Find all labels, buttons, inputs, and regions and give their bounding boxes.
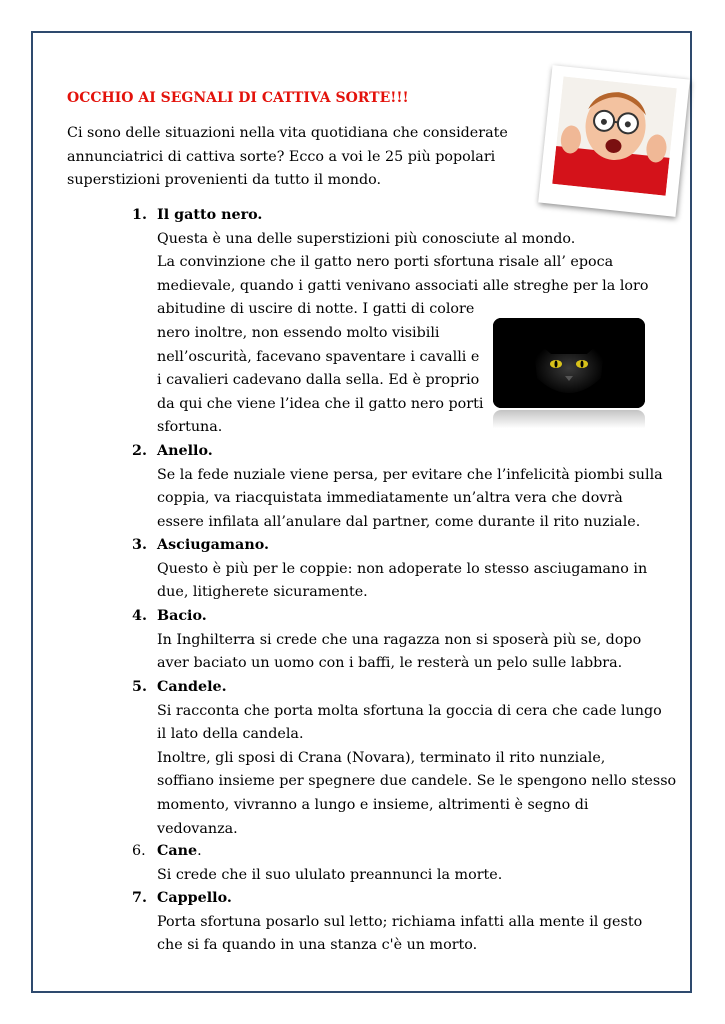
- intro-paragraph: [67, 122, 508, 193]
- item-line: Questo è più per le coppie: non adoperate lo stesso asciugamano in: [157, 560, 648, 577]
- surprised-child-photo: [538, 65, 690, 217]
- page-title: OCCHIO AI SEGNALI DI CATTIVA SORTE!!!: [67, 90, 409, 106]
- item-line: Se la fede nuziale viene persa, per evitare che l’infelicità piombi sulla: [157, 466, 663, 483]
- list-item: [157, 534, 647, 605]
- item-line: Si racconta che porta molta sfortuna la goccia di cera che cade lungo: [157, 702, 662, 719]
- item-line: i cavalieri cadevano dalla sella. Ed è proprio: [157, 372, 480, 389]
- item-line: soffiano insieme per spegnere due candele. Se le spengono nello stesso: [157, 773, 677, 790]
- item-line: Porta sfortuna posarlo sul letto; richiama infatti alla mente il gesto: [157, 913, 643, 930]
- item-heading: Bacio.: [157, 608, 207, 624]
- item-line: aver baciato un uomo con i baffi, le resterà un pelo sulle labbra.: [157, 655, 623, 672]
- item-line: essere infilata all’anulare dal partner, come durante il rito nuziale.: [157, 513, 641, 530]
- item-line: che si fa quando in una stanza c'è un morto.: [157, 937, 478, 954]
- list-number: 1.: [132, 207, 147, 223]
- item-heading-suffix: .: [197, 843, 202, 859]
- intro-line: superstizioni provenienti da tutto il mondo.: [67, 172, 382, 189]
- item-line: nero inoltre, non essendo molto visibili: [157, 324, 440, 341]
- item-line: Si crede che il suo ululato preannunci la morte.: [157, 866, 503, 883]
- black-cat-photo: [493, 318, 645, 408]
- item-line: sfortuna.: [157, 419, 223, 436]
- intro-line: Ci sono delle situazioni nella vita quotidiana che considerate: [67, 125, 508, 141]
- item-heading: Il gatto nero.: [157, 207, 263, 223]
- intro-line: annunciatrici di cattiva sorte? Ecco a voi le 25 più popolari: [67, 148, 496, 165]
- list-item: [157, 440, 663, 534]
- list-number: 2.: [132, 443, 147, 459]
- item-line: il lato della candela.: [157, 726, 304, 743]
- list-number: 3.: [132, 537, 147, 553]
- item-heading: Cappello.: [157, 890, 232, 906]
- item-line: nell’oscurità, facevano spaventare i cavalli e: [157, 348, 480, 365]
- list-number: 4.: [132, 608, 147, 624]
- item-heading: Candele.: [157, 679, 227, 695]
- item-line: medievale, quando i gatti venivano associati alle streghe per la loro: [157, 277, 649, 294]
- item-line: Inoltre, gli sposi di Crana (Novara), terminato il rito nunziale,: [157, 749, 606, 766]
- list-number: 6.: [132, 843, 146, 859]
- item-line: due, litigherete sicuramente.: [157, 584, 368, 601]
- item-line: Questa è una delle superstizioni più conosciute al mondo.: [157, 230, 576, 247]
- item-line: In Inghilterra si crede che una ragazza non si sposerà più se, dopo: [157, 631, 642, 648]
- list-item: [157, 605, 641, 676]
- item-line: abitudine di uscire di notte. I gatti di colore: [157, 301, 475, 318]
- item-heading: Anello.: [157, 443, 213, 459]
- list-number: 7.: [132, 890, 147, 906]
- list-number: 5.: [132, 679, 147, 695]
- item-line: vedovanza.: [157, 820, 238, 837]
- list-item: [157, 676, 676, 841]
- item-line: da qui che viene l’idea che il gatto nero porti: [157, 395, 484, 412]
- item-line: La convinzione che il gatto nero porti sfortuna risale all’ epoca: [157, 254, 614, 271]
- item-heading: Cane: [157, 843, 198, 859]
- item-line: momento, vivranno a lungo e insieme, altrimenti è segno di: [157, 796, 589, 813]
- list-item: [157, 887, 642, 958]
- list-item: [157, 840, 502, 887]
- item-line: coppia, va riacquistata immediatamente un’altra vera che dovrà: [157, 490, 623, 507]
- item-heading: Asciugamano.: [157, 537, 269, 553]
